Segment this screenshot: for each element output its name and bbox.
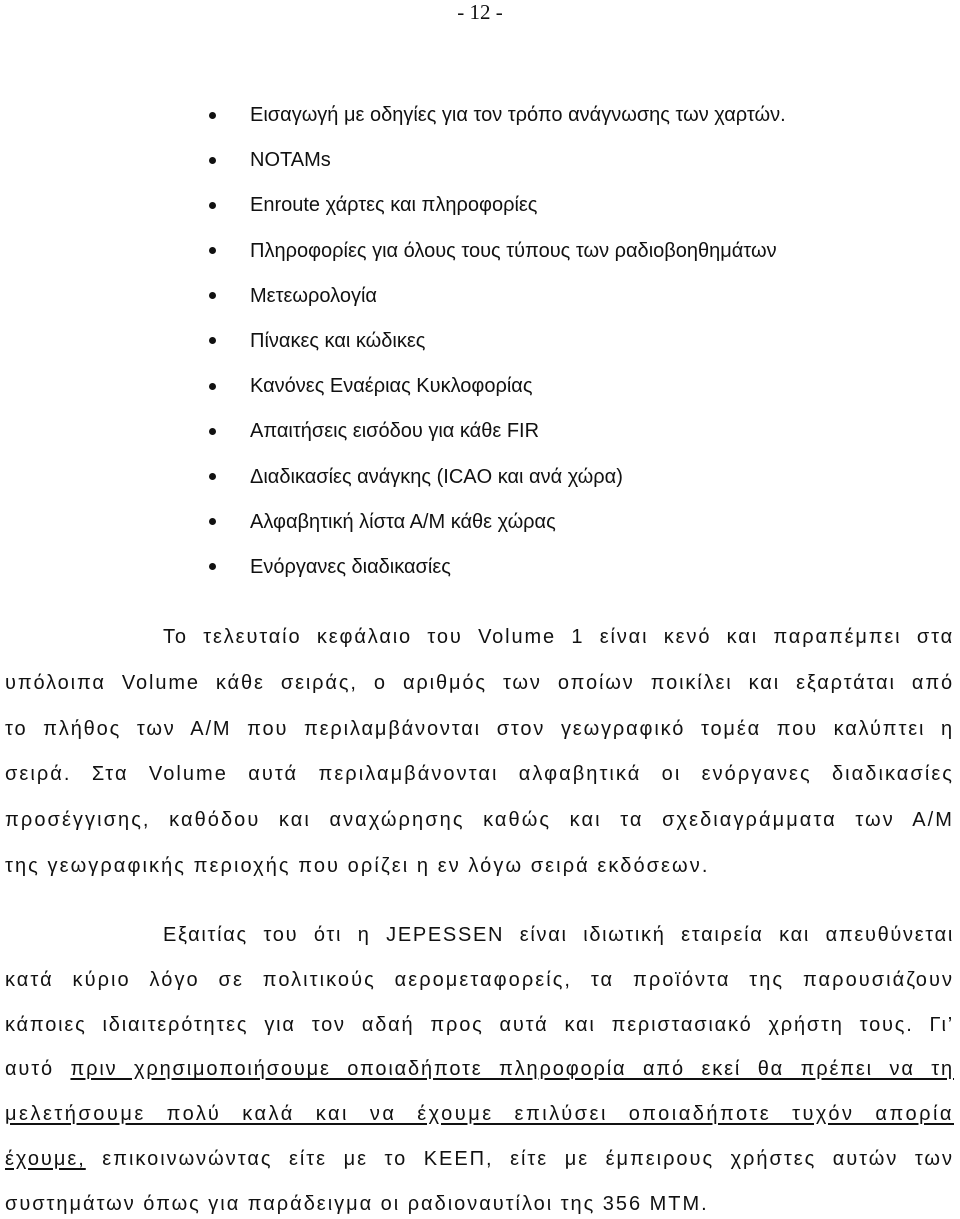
paragraph-line — [5, 920, 955, 950]
bullet-item — [0, 552, 960, 582]
bullet-list — [0, 100, 960, 582]
bullet-text: Μετεωρολογία — [250, 284, 377, 307]
line-text: επικοινωνώντας είτε με το ΚΕΕΠ, είτε με έμπειρους χρήστες αυτών των — [85, 1147, 954, 1170]
bullet-text: Enroute χάρτες και πληροφορίες — [250, 194, 538, 217]
bullet-icon — [209, 563, 216, 570]
paragraph-line — [5, 1054, 955, 1084]
line-text: το πλήθος των Α/Μ που περιλαμβάνονται στον γεωγραφικό τομέα που καλύπτει η — [5, 717, 954, 740]
bullet-item — [0, 371, 960, 401]
paragraph-line — [5, 1099, 955, 1129]
bullet-icon — [209, 473, 216, 480]
underlined-text: έχουμε, — [5, 1147, 86, 1170]
bullet-item — [0, 145, 960, 175]
bullet-icon — [209, 383, 216, 390]
bullet-text: Πληροφορίες για όλους τους τύπους των ραδιοβοηθημάτων — [250, 239, 777, 262]
line-text: κατά κύριο λόγο σε πολιτικούς αερομεταφορείς, τα προϊόντα της παρουσιάζουν — [5, 968, 954, 991]
bullet-text: Απαιτήσεις εισόδου για κάθε FIR — [250, 420, 540, 443]
bullet-icon — [209, 337, 216, 344]
paragraph-line — [5, 965, 955, 995]
paragraph-line — [5, 1010, 955, 1040]
bullet-item — [0, 326, 960, 356]
bullet-item — [0, 507, 960, 537]
paragraph — [5, 920, 955, 1219]
line-text: προσέγγισης, καθόδου και αναχώρησης καθώς και τα σχεδιαγράμματα των Α/Μ — [5, 809, 954, 832]
bullet-icon — [209, 112, 216, 119]
line-text: αυτό — [5, 1058, 71, 1081]
paragraph-line — [5, 759, 955, 789]
page-number: - 12 - — [457, 0, 503, 24]
bullet-item — [0, 236, 960, 266]
paragraph-line — [5, 622, 955, 652]
line-text: συστημάτων όπως για παράδειγμα οι ραδιοναυτίλοι της 356 ΜΤΜ. — [5, 1192, 709, 1215]
paragraph-line — [5, 1189, 955, 1219]
bullet-text: Διαδικασίες ανάγκης (ICAO και ανά χώρα) — [250, 465, 623, 488]
bullet-icon — [209, 157, 216, 164]
line-text: της γεωγραφικής περιοχής που ορίζει η εν λόγω σειρά εκδόσεων. — [5, 854, 710, 877]
line-text: σειρά. Στα Volume αυτά περιλαμβάνονται αλφαβητικά οι ενόργανες διαδικασίες — [5, 763, 954, 786]
bullet-icon — [209, 247, 216, 254]
bullet-text: Εισαγωγή με οδηγίες για τον τρόπο ανάγνωσης των χαρτών. — [250, 104, 786, 126]
paragraph-line — [5, 805, 955, 835]
bullet-icon — [209, 518, 216, 525]
paragraph — [5, 622, 955, 881]
bullet-icon — [209, 292, 216, 299]
bullet-icon — [209, 428, 216, 435]
line-text: κάποιες ιδιαιτερότητες για τον αδαή προς αυτά και περιστασιακό χρήστη τους. Γι’ — [5, 1013, 954, 1036]
line-text: Το τελευταίο κεφάλαιο του Volume 1 είναι κενό και παραπέμπει στα — [163, 626, 954, 648]
underlined-text: μελετήσουμε πολύ καλά και να έχουμε επιλύσει οποιαδήποτε τυχόν απορία — [5, 1103, 954, 1126]
line-text: υπόλοιπα Volume κάθε σειράς, ο αριθμός των οποίων ποικίλει και εξαρτάται από — [5, 671, 954, 694]
bullet-text: NOTAMs — [250, 149, 331, 172]
bullet-text: Αλφαβητική λίστα Α/Μ κάθε χώρας — [250, 510, 556, 533]
bullet-item — [0, 416, 960, 446]
paragraph-line — [5, 851, 955, 881]
bullet-item — [0, 281, 960, 311]
bullet-text: Πίνακες και κώδικες — [250, 329, 426, 352]
bullet-icon — [209, 202, 216, 209]
underlined-text: πριν χρησιμοποιήσουμε οποιαδήποτε πληροφορία από εκεί θα πρέπει να τη — [70, 1058, 954, 1081]
bullet-text: Ενόργανες διαδικασίες — [250, 555, 451, 578]
paragraph-line — [5, 668, 955, 698]
bullet-item — [0, 462, 960, 492]
bullet-text: Κανόνες Εναέριας Κυκλοφορίας — [250, 375, 533, 398]
paragraph-line — [5, 1144, 955, 1174]
bullet-item — [0, 100, 960, 130]
line-text: Εξαιτίας του ότι η JEPESSEN είναι ιδιωτική εταιρεία και απευθύνεται — [163, 924, 954, 946]
paragraph-line — [5, 714, 955, 744]
bullet-item — [0, 190, 960, 220]
